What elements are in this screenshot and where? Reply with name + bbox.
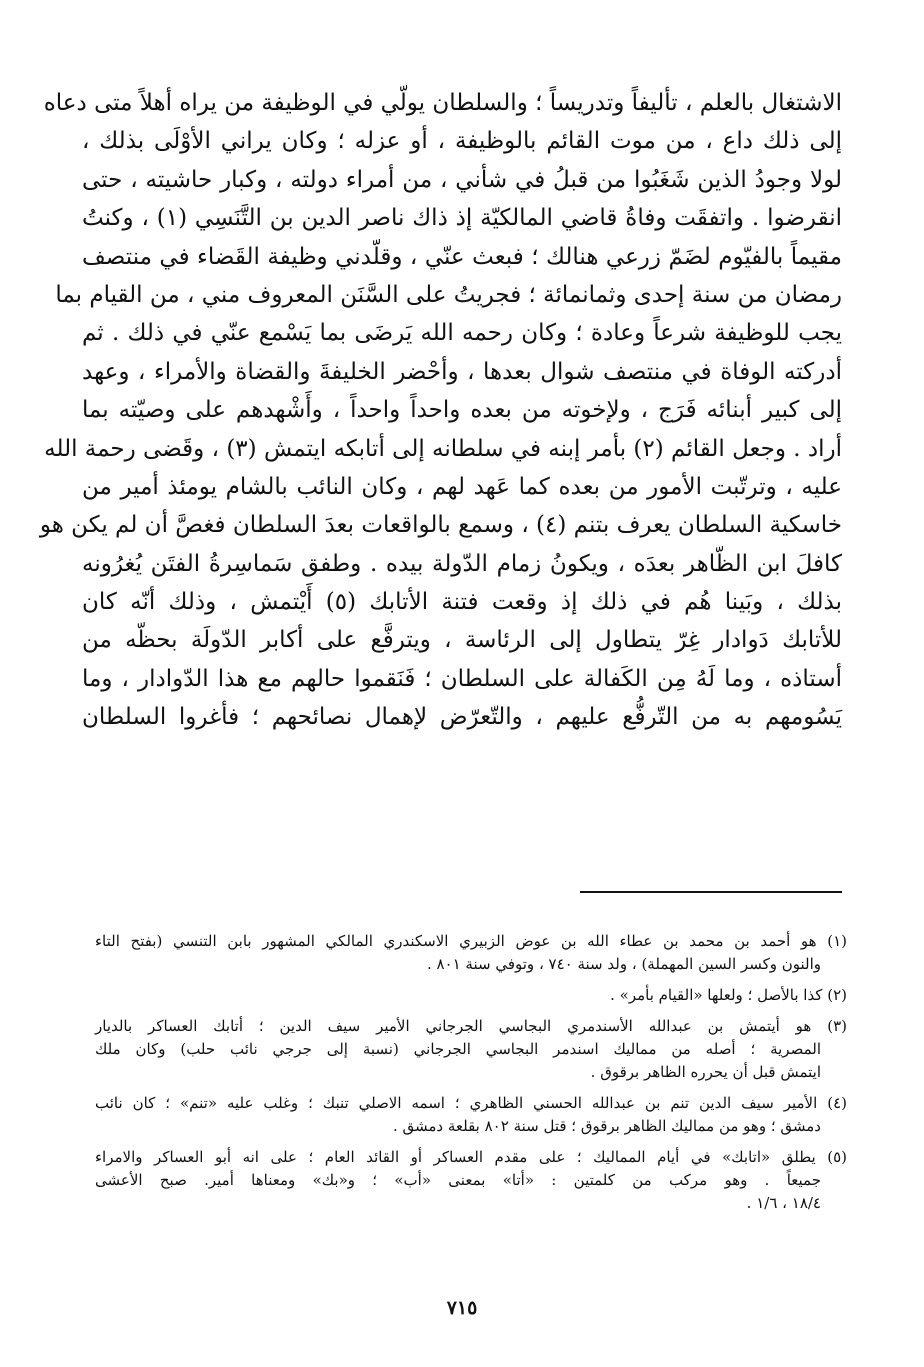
body-line: مقيماً بالفيّوم لضَمّ زرعي هنالك ؛ فبعث عنّي ، وقلّدني وظيفة القَضاء في منتصف xyxy=(82,243,842,270)
footnote-5 xyxy=(95,1146,847,1215)
footnote-line: المصرية ؛ أصله من مماليك اسندمر البجاسي الجرجاني (نسبة إلى جرجي نائب حلب) وكان ملك xyxy=(95,1040,821,1058)
body-line: انقرضوا . واتفقَت وفاةُ قاضي المالكيّة إذ ذاك ناصر الدين بن التَّنَسِي (١) ، وكنتُ xyxy=(82,205,842,232)
body-line: أستاذه ، وما لَهُ مِن الكَفالة على السلطان ؛ فَنَقموا حالهم مع هذا الدّوادار ، وما xyxy=(82,665,842,692)
footnote-line: دمشق ؛ وهو من مماليك الظاهر برقوق ؛ قتل سنة ٨٠٢ بقلعة دمشق . xyxy=(392,1117,821,1135)
footnote-line: (٣) هو أيتمش بن عبدالله الأسندمري البجاسي الجرجاني الأمير سيف الدين ؛ أتابك العساكر بالديار xyxy=(95,1017,847,1035)
body-line: إلى كبير أبنائه فَرَج ، ولإخوته من بعده واحداً واحداً ، وأَشْهدهم على وصيّته بما xyxy=(82,397,842,424)
body-line: إلى ذلك داع ، من موت القائم بالوظيفة ، أو عزله ؛ وكان يراني الأوْلَى بذلك ، xyxy=(82,128,842,155)
footnotes xyxy=(95,930,847,1215)
footnote-line: والنون وكسر السين المهملة) ، ولد سنة ٧٤٠ ، وتوفي سنة ٨٠١ . xyxy=(426,955,821,973)
body-line: بذلك ، وبَينا هُم في ذلك إذ وقعت فتنة الأتابك (٥) أَيْتمش ، وذلك أنّه كان xyxy=(82,589,842,616)
body-line: يجب للوظيفة شرعاً وعادة ؛ وكان رحمه الله يَرضَى بما يَسْمع عنّي في ذلك . ثم xyxy=(82,320,842,347)
footnote-line: (٤) الأمير سيف الدين تنم بن عبدالله الحسني الظاهري ؛ اسمه الاصلي تنبك ؛ وغلب عليه «تنم» ؛ كان نائب xyxy=(95,1094,847,1112)
footnote-4 xyxy=(95,1092,847,1138)
footnote-1 xyxy=(95,930,847,976)
footnote-3 xyxy=(95,1015,847,1084)
footnote-line: (٥) يطلق «اتابك» في أيام المماليك ؛ على مقدم العساكر أو القائد العام ؛ على انه أبو العساكر والامراء xyxy=(95,1148,847,1166)
body-line: للأتابك دَوادار غِرّ يتطاول إلى الرئاسة ، ويترفَّع على أكابر الدّولَة بحظّه من xyxy=(82,627,842,654)
footnote-line: (٢) كذا بالأصل ؛ ولعلها «القيام بأمر» . xyxy=(610,986,847,1004)
body-line: أراد . وجعل القائم (٢) بأمر إبنه في سلطانه إلى أتابكه ايتمش (٣) ، وقَضى رحمة الله xyxy=(44,435,842,462)
main-text xyxy=(39,84,842,737)
body-line: رمضان من سنة إحدى وثمانمائة ؛ فجريتُ على السَّنَن المعروف مني ، من القيام بما xyxy=(55,281,842,308)
footnote-line: ايتمش قبل أن يحرره الظاهر برقوق . xyxy=(590,1063,821,1081)
body-line: أدركته الوفاة في منتصف شوال بعدها ، وأحْضر الخليفةَ والقضاة والأمراء ، وعهد xyxy=(82,358,842,385)
body-line: لولا وجودُ الذين شَغَبُوا من قبلُ في شأني ، من أمراء دولته ، وكبار حاشيته ، حتى xyxy=(82,166,842,193)
footnote-line: (١) هو أحمد بن محمد بن عطاء الله بن عوض الزبيري الاسكندري المالكي المشهور بابن التنسي (بفتح التاء xyxy=(95,932,847,950)
page-number: ٧١٥ xyxy=(446,1297,478,1319)
body-line: يَسُومهم به من التّرفُّع عليهم ، والتّعرّض لإهمال نصائحهم ؛ فأغروا السلطان xyxy=(82,704,842,731)
body-line: الاشتغال بالعلم ، تأليفاً وتدريساً ؛ والسلطان يولّي في الوظيفة من يراه أهلاً متى دعاه xyxy=(43,90,842,116)
footnote-separator xyxy=(580,891,842,893)
footnote-line: جميعاً . وهو مركب من كلمتين : «أتا» بمعنى «أب» ؛ و«بك» ومعناها أمير. صبح الأعشى xyxy=(95,1171,821,1189)
body-line: خاسكية السلطان يعرف بتنم (٤) ، وسمع بالواقعات بعدَ السلطان فغصَّ أن لم يكن هو xyxy=(39,512,842,539)
footnote-line: ١٨/٤ ، ١/٦ . xyxy=(746,1194,821,1212)
footnote-2 xyxy=(95,984,847,1007)
body-line: عليه ، وترتّبت الأمور من بعده كما عَهد لهم ، وكان النائب بالشام يومئذ أمير من xyxy=(82,473,842,500)
body-line: كافلَ ابن الظّاهر بعدَه ، ويكونُ زمام الدّولة بيده . وطفق سَماسِرةُ الفتَن يُغرُونه xyxy=(82,550,842,577)
